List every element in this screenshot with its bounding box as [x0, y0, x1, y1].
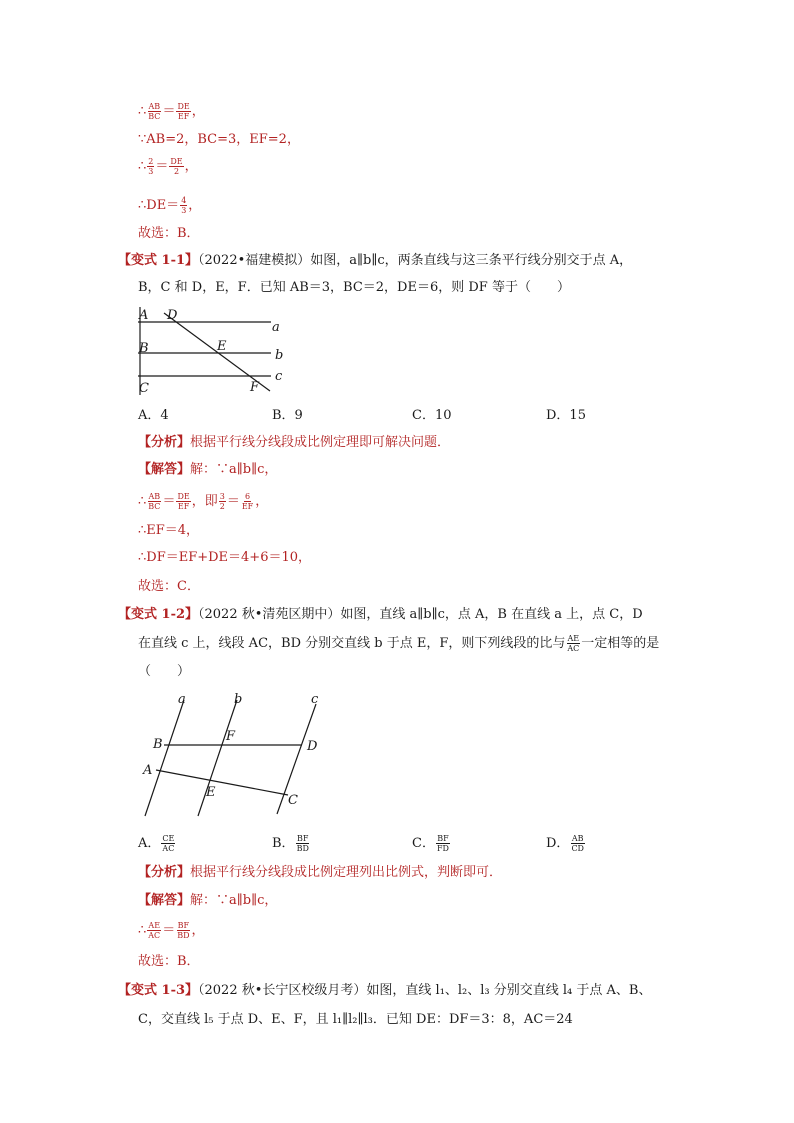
fraction: $\frac{2}{3}$	[148, 157, 154, 176]
fraction: $\frac{AE}{AC}$	[567, 634, 580, 653]
label-line-c: c	[275, 369, 283, 384]
fraction: $\frac{4}{3}$	[181, 196, 187, 215]
line-b	[198, 700, 237, 816]
solution-line-1: 【解答】解：∵a∥b∥c，	[138, 462, 278, 477]
label-line-b: b	[234, 692, 243, 707]
fraction: $\frac{BF}{BD}$	[177, 921, 190, 940]
label-f: F	[250, 380, 260, 395]
question-1-1-line-1: 【变式 1-1】（2022•福建模拟）如图，a∥b∥c，两条直线与这三条平行线分别交于点 A，	[118, 253, 633, 268]
label-c: C	[139, 381, 149, 396]
eq-line-3: ∴ $\frac{2}{3}$ ＝ $\frac{DE}{2}$ ，	[138, 157, 198, 176]
fraction: $\frac{DE}{EF}$	[177, 492, 190, 511]
label-a-point: A	[143, 763, 153, 778]
question-1-1-line-2: B，C 和 D，E，F．已知 AB＝3，BC＝2，DE＝6，则 DF 等于（ ）	[138, 280, 570, 295]
label-c: C	[288, 793, 298, 808]
figure-parallel-lines-2	[138, 690, 338, 820]
segment-ac	[156, 770, 288, 795]
option-a[interactable]: A．4	[138, 408, 169, 423]
option-a[interactable]: A． $\frac{CE}{AC}$	[138, 834, 175, 853]
label-line-c: c	[311, 692, 319, 707]
option-c[interactable]: C． $\frac{BF}{FD}$	[412, 834, 449, 853]
question-1-2-line-2: 在直线 c 上，线段 AC，BD 分别交直线 b 于点 E，F，则下列线段的比与 $\frac{AE}{AC}$ 一定相等的是	[138, 634, 660, 653]
label-b: B	[139, 341, 149, 356]
fraction: $\frac{BF}{BD}$	[296, 834, 309, 853]
eq-line-4: ∴DE＝ $\frac{4}{3}$ ，	[138, 196, 202, 215]
label-b: B	[153, 737, 163, 752]
fraction: $\frac{AB}{BC}$	[148, 492, 161, 511]
question-1-2-line-3: （ ）	[138, 664, 191, 679]
label-line-b: b	[275, 348, 284, 363]
solution-line-1: 【解答】解：∵a∥b∥c，	[138, 893, 278, 908]
analysis-line: 【分析】根据平行线分线段成比例定理即可解决问题．	[138, 435, 451, 450]
question-tag: 【变式 1-1】	[118, 253, 199, 268]
solution-line-4: ∴DF＝EF+DE＝4+6＝10，	[138, 550, 312, 565]
eq-line-1: ∴ $\frac{AB}{BC}$ ＝ $\frac{DE}{EF}$ ，	[138, 102, 205, 121]
label-e: E	[206, 785, 216, 800]
label-d: D	[167, 308, 178, 323]
label-line-a: a	[178, 692, 186, 707]
analysis-line: 【分析】根据平行线分线段成比例定理列出比例式，判断即可．	[138, 865, 503, 880]
option-c[interactable]: C．10	[412, 408, 452, 423]
option-b[interactable]: B．9	[272, 408, 303, 423]
fraction: $\frac{AB}{BC}$	[148, 102, 161, 121]
fraction: $\frac{CE}{AC}$	[162, 834, 175, 853]
solution-line-2: ∴ $\frac{AB}{BC}$ ＝ $\frac{DE}{EF}$ ，即 $\frac{3}{2}$ ＝ $\frac{6}{EF}$ ，	[138, 492, 269, 511]
label-e: E	[217, 339, 227, 354]
option-d[interactable]: D．15	[546, 408, 586, 423]
label-a-point: A	[139, 308, 149, 323]
fraction: $\frac{6}{EF}$	[241, 492, 254, 511]
question-1-2-line-1: 【变式 1-2】（2022 秋•清苑区期中）如图，直线 a∥b∥c，点 A，B 在直线 a 上，点 C，D	[118, 607, 643, 622]
fraction: $\frac{DE}{2}$	[170, 157, 183, 176]
question-1-3-line-2: C，交直线 l₅ 于点 D、E、F，且 l₁∥l₂∥l₃．已知 DE：DF＝3：8，AC＝24	[138, 1012, 573, 1027]
label-line-a: a	[272, 320, 280, 335]
line-a	[145, 700, 184, 816]
answer-line: 故选：C．	[138, 579, 200, 594]
label-f: F	[226, 729, 236, 744]
fraction: $\frac{DE}{EF}$	[177, 102, 190, 121]
answer-line: 故选：B．	[138, 954, 200, 969]
fraction: $\frac{AE}{AC}$	[148, 921, 161, 940]
fraction: $\frac{AB}{CD}$	[571, 834, 584, 853]
question-1-3-line-1: 【变式 1-3】（2022 秋•长宁区校级月考）如图，直线 l₁、l₂、l₃ 分别交直线 l₄ 于点 A、B、	[118, 983, 652, 998]
option-b[interactable]: B． $\frac{BF}{BD}$	[272, 834, 309, 853]
fraction: $\frac{3}{2}$	[219, 492, 225, 511]
solution-line-2: ∴ $\frac{AE}{AC}$ ＝ $\frac{BF}{BD}$ ，	[138, 921, 205, 940]
label-d: D	[307, 739, 318, 754]
solution-line-3: ∴EF＝4，	[138, 523, 200, 538]
figure-parallel-lines-1	[130, 305, 290, 397]
option-d[interactable]: D． $\frac{AB}{CD}$	[546, 834, 584, 853]
fraction: $\frac{BF}{FD}$	[436, 834, 449, 853]
eq-line-2: ∵AB=2，BC=3，EF=2，	[138, 132, 300, 147]
answer-line: 故选：B．	[138, 226, 200, 241]
